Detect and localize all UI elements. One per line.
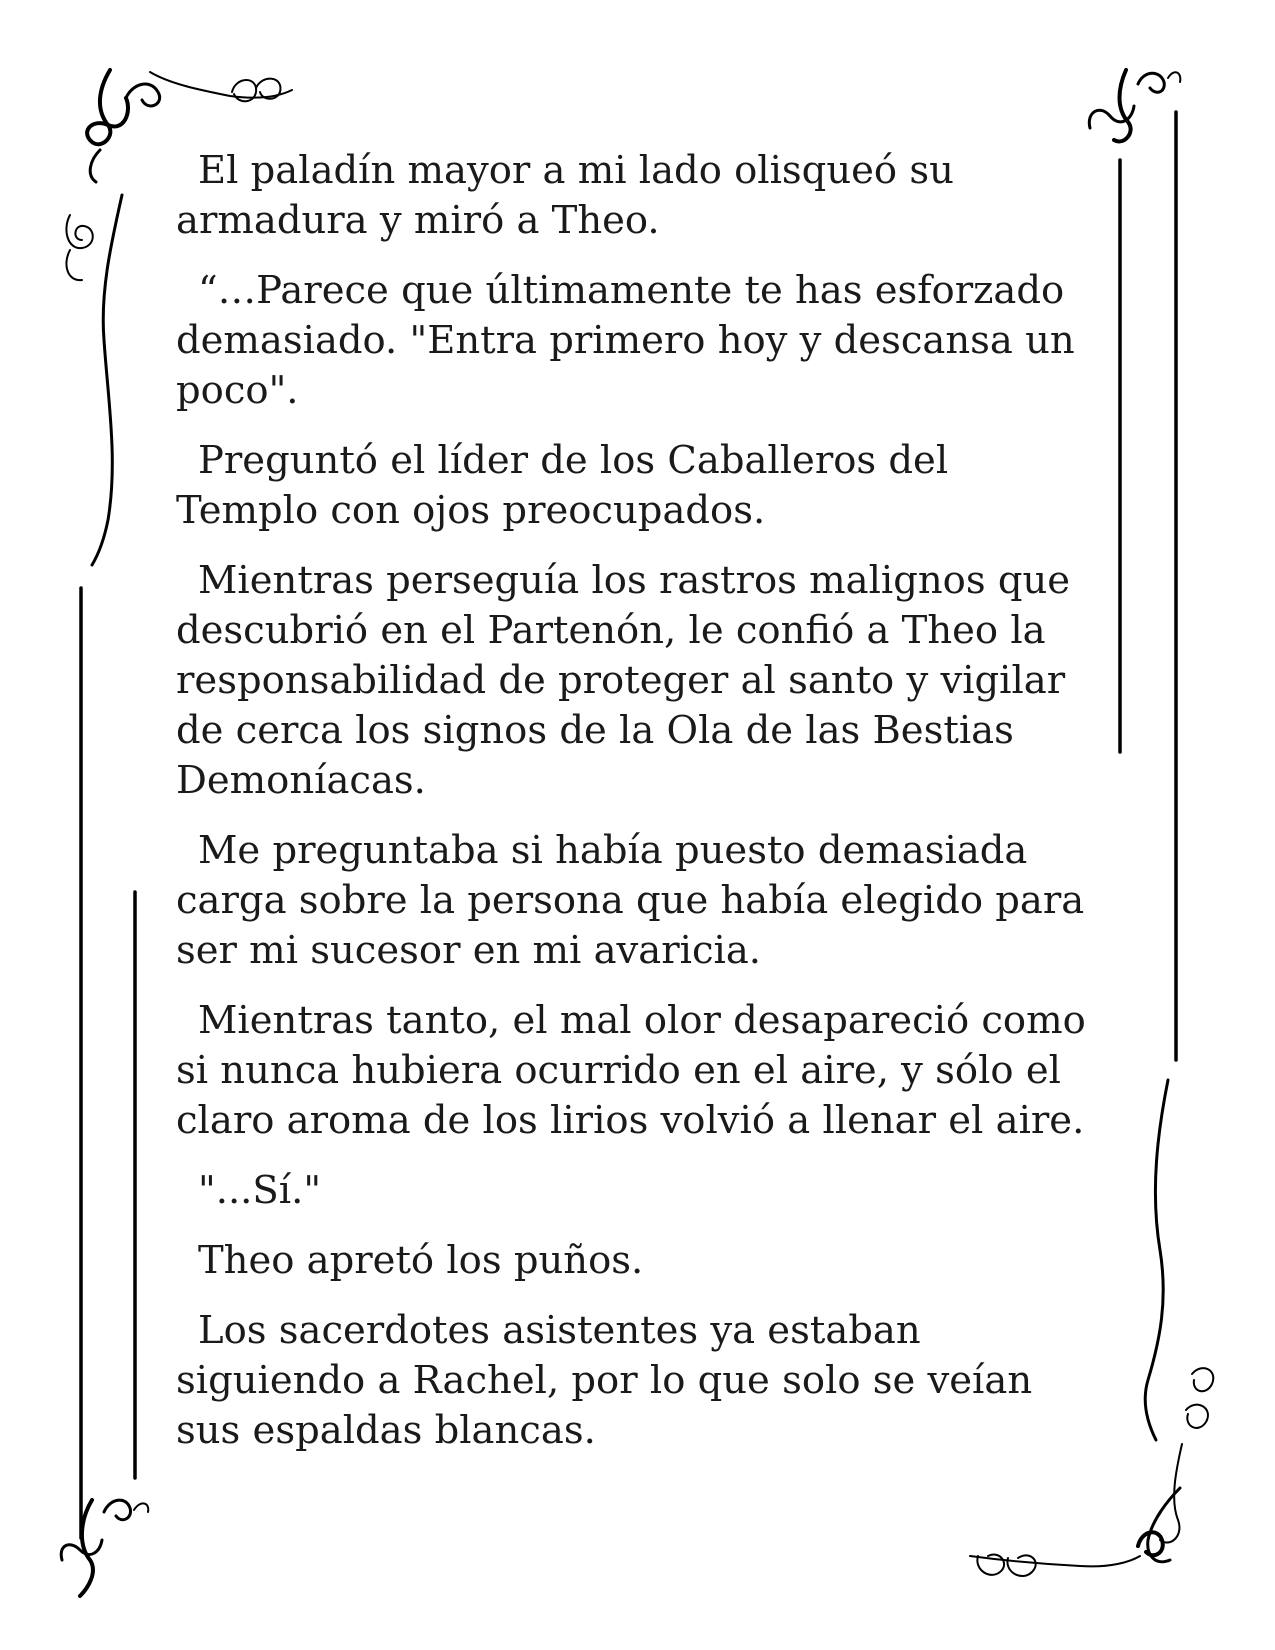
paragraph: Preguntó el líder de los Caballeros del Templo con ojos preocupados. [176, 438, 949, 533]
paragraph: Mientras perseguía los rastros malignos que descubrió en el Partenón, le confió a Theo la responsabilidad de proteger al santo y vigilar de cerca los signos de la Ola de las Bestias Demoníacas. [176, 558, 1071, 803]
paragraph: Los sacerdotes asistentes ya estaban siguiendo a Rachel, por lo que solo se veían sus espaldas blancas. [176, 1308, 1033, 1453]
paragraph: "...Sí." [198, 1168, 322, 1213]
flourish-top-right [1089, 70, 1180, 141]
paragraph: “…Parece que últimamente te has esforzado demasiado. "Entra primero hoy y descansa un poco". [176, 268, 1075, 413]
paragraph: Mientras tanto, el mal olor desapareció como si nunca hubiera ocurrido en el aire, y sólo el claro aroma de los lirios volvió a llenar el aire. [176, 998, 1086, 1143]
flourish-bottom-left [61, 1500, 148, 1596]
chapter-text [176, 146, 1096, 1476]
paragraph: El paladín mayor a mi lado olisqueó su armadura y miró a Theo. [176, 148, 954, 243]
paragraph: Me preguntaba si había puesto demasiada carga sobre la persona que había elegido para ser mi sucesor en mi avaricia. [176, 828, 1085, 973]
paragraph: Theo apretó los puños. [198, 1238, 644, 1283]
